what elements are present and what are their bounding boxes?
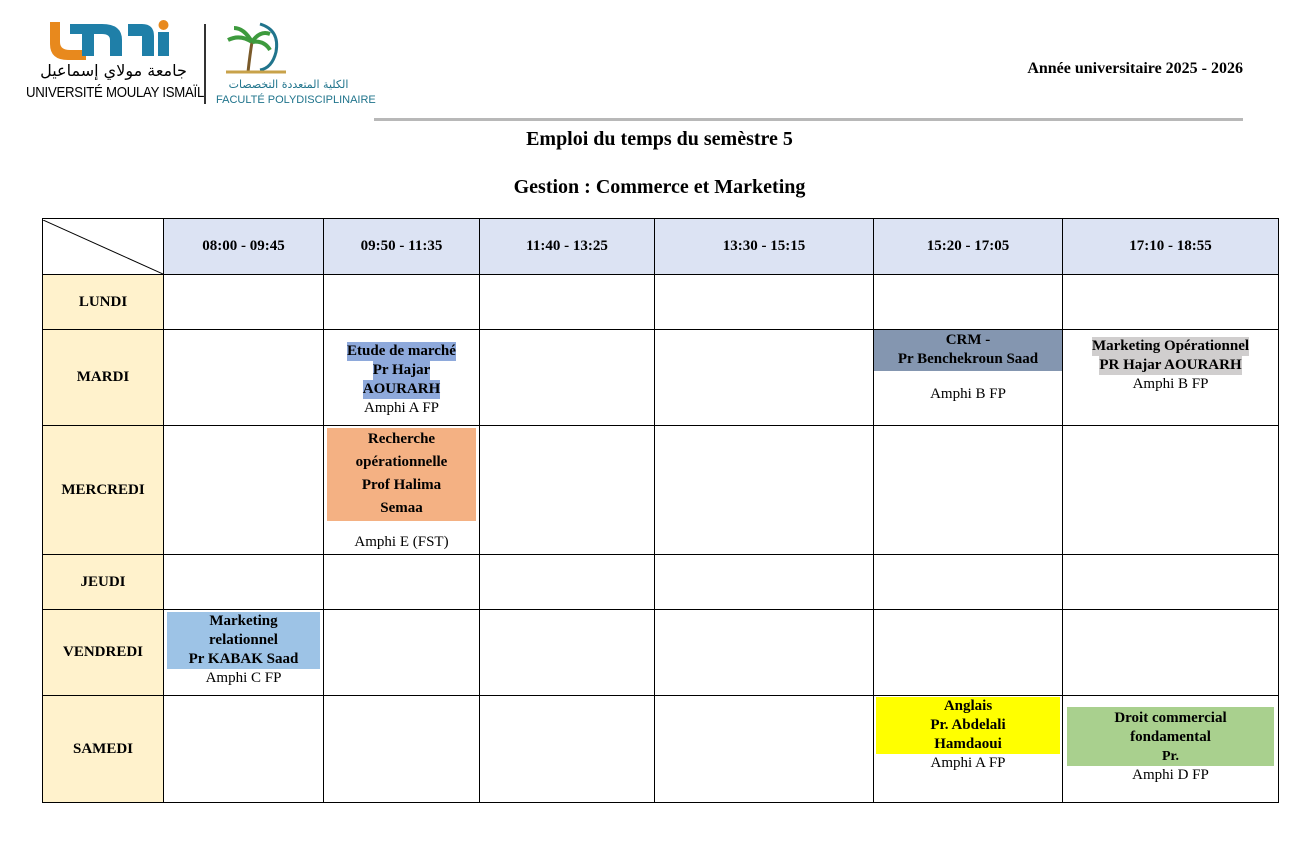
session-marketing-operationnel <box>1063 330 1279 426</box>
session-room: Amphi B FP <box>930 386 1006 402</box>
academic-year: Année universitaire 2025 - 2026 <box>1027 60 1243 77</box>
empty-cell <box>874 275 1063 330</box>
umi-logo <box>26 20 205 110</box>
session-course: Marketing <box>209 613 278 629</box>
empty-cell <box>164 426 324 555</box>
header-divider <box>374 118 1243 121</box>
session-room: Amphi A FP <box>363 399 440 416</box>
empty-cell <box>324 555 480 610</box>
day-label: MARDI <box>43 330 164 426</box>
session-teacher: Pr Hajar <box>372 361 431 378</box>
session-teacher: Prof Halima <box>361 477 442 493</box>
day-label: LUNDI <box>43 275 164 330</box>
session-anglais <box>874 696 1063 803</box>
empty-cell <box>655 275 874 330</box>
page-title: Emploi du temps du semèstre 5 <box>526 128 793 150</box>
empty-cell <box>324 275 480 330</box>
slot-header: 09:50 - 11:35 <box>324 219 480 275</box>
faculty-logo <box>216 20 376 110</box>
session-teacher: Semaa <box>380 500 423 516</box>
session-crm <box>874 330 1063 426</box>
empty-cell <box>655 696 874 803</box>
slot-header: 08:00 - 09:45 <box>164 219 324 275</box>
session-course: Anglais <box>943 698 993 714</box>
header-row <box>43 219 1279 275</box>
session-droit-commercial <box>1063 696 1279 803</box>
corner-cell <box>43 219 164 275</box>
empty-cell <box>655 426 874 555</box>
session-room: Amphi D FP <box>1132 767 1209 783</box>
empty-cell <box>480 610 655 696</box>
faculty-arabic-name: الكلية المتعددة التخصصات <box>228 78 349 91</box>
slot-header: 17:10 - 18:55 <box>1063 219 1279 275</box>
slot-header: 15:20 - 17:05 <box>874 219 1063 275</box>
day-row-jeudi <box>43 555 1279 610</box>
session-course: Marketing Opérationnel <box>1091 338 1250 354</box>
university-arabic-name: جامعة مولاي إسماعيل <box>40 61 187 80</box>
session-course: Etude de marché <box>347 342 456 359</box>
faculty-latin-name: FACULTÉ POLYDISCIPLINAIRE <box>216 94 376 106</box>
day-row-samedi <box>43 696 1279 803</box>
empty-cell <box>655 555 874 610</box>
session-room: Amphi E (FST) <box>354 534 449 550</box>
empty-cell <box>164 275 324 330</box>
session-teacher: PR Hajar AOURARH <box>1099 357 1242 373</box>
empty-cell <box>1063 555 1279 610</box>
diagonal-line-icon <box>43 220 163 274</box>
empty-cell <box>874 610 1063 696</box>
session-course: fondamental <box>1130 729 1211 745</box>
empty-cell <box>164 555 324 610</box>
empty-cell <box>480 426 655 555</box>
session-teacher: Pr KABAK Saad <box>188 651 299 667</box>
session-course: Recherche <box>367 431 436 447</box>
day-label: JEUDI <box>43 555 164 610</box>
session-teacher: Pr. Abdelali <box>930 717 1006 733</box>
empty-cell <box>480 696 655 803</box>
session-course: Droit commercial <box>1114 710 1227 726</box>
empty-cell <box>480 555 655 610</box>
empty-cell <box>480 330 655 426</box>
session-room: Amphi A FP <box>930 755 1006 771</box>
session-teacher: AOURARH <box>362 380 441 397</box>
palm-tree-icon <box>220 20 290 76</box>
empty-cell <box>1063 610 1279 696</box>
session-teacher: Pr. <box>1162 749 1179 764</box>
day-row-lundi <box>43 275 1279 330</box>
session-course: opérationnelle <box>355 454 448 470</box>
empty-cell <box>164 696 324 803</box>
session-course: relationnel <box>209 632 278 648</box>
session-etude-de-marche <box>324 330 480 426</box>
empty-cell <box>324 696 480 803</box>
day-row-mardi <box>43 330 1279 426</box>
empty-cell <box>655 610 874 696</box>
day-label: VENDREDI <box>43 610 164 696</box>
logo-separator <box>204 24 206 104</box>
session-room: Amphi B FP <box>1132 376 1209 392</box>
day-label: SAMEDI <box>43 696 164 803</box>
session-recherche-operationnelle <box>324 426 480 555</box>
empty-cell <box>164 330 324 426</box>
empty-cell <box>655 330 874 426</box>
empty-cell <box>1063 275 1279 330</box>
empty-cell <box>324 610 480 696</box>
session-course: CRM - <box>945 332 991 348</box>
session-marketing-relationnel <box>164 610 324 696</box>
session-room: Amphi C FP <box>205 670 282 686</box>
day-label: MERCREDI <box>43 426 164 555</box>
session-teacher: Hamdaoui <box>934 736 1002 752</box>
slot-header: 13:30 - 15:15 <box>655 219 874 275</box>
umi-logo-mark-icon <box>46 20 196 60</box>
empty-cell <box>480 275 655 330</box>
empty-cell <box>874 426 1063 555</box>
empty-cell <box>874 555 1063 610</box>
day-row-vendredi <box>43 610 1279 696</box>
timetable <box>42 218 1279 803</box>
page-subtitle: Gestion : Commerce et Marketing <box>513 176 806 198</box>
university-latin-name: UNIVERSITÉ MOULAY ISMAÏL <box>26 84 205 101</box>
empty-cell <box>1063 426 1279 555</box>
session-teacher: Pr Benchekroun Saad <box>897 351 1039 367</box>
slot-header: 11:40 - 13:25 <box>480 219 655 275</box>
day-row-mercredi <box>43 426 1279 555</box>
